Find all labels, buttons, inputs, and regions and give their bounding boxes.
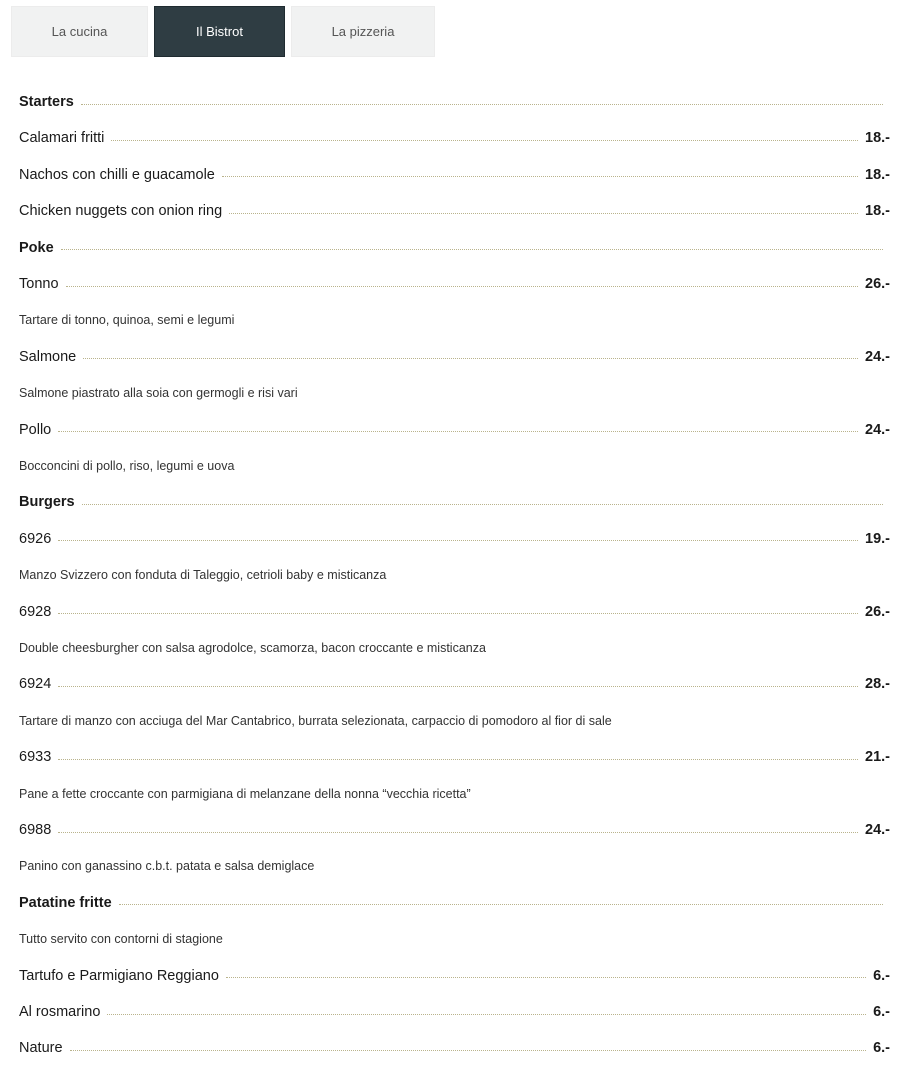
dot-leader xyxy=(81,104,883,105)
menu-item xyxy=(19,812,890,848)
dot-leader xyxy=(107,1014,866,1015)
item-name: Tonno xyxy=(19,276,59,292)
item-price: 24.- xyxy=(865,348,890,365)
description-text: Manzo Svizzero con fonduta di Taleggio, cetrioli baby e misticanza xyxy=(19,568,387,583)
item-price: 18.- xyxy=(865,130,890,147)
menu-item xyxy=(19,739,890,775)
item-name: Nachos con chilli e guacamole xyxy=(19,166,215,183)
tab-il-bistrot[interactable]: Il Bistrot xyxy=(154,6,285,57)
menu-item xyxy=(19,594,890,630)
description-text: Double cheesburgher con salsa agrodolce, scamorza, bacon croccante e misticanza xyxy=(19,641,486,655)
item-name: Pollo xyxy=(19,421,52,438)
item-price: 19.- xyxy=(865,530,890,547)
menu-tabs xyxy=(11,6,435,57)
item-name: Tartufo e Parmigiano Reggiano xyxy=(19,967,219,984)
dot-leader xyxy=(58,686,858,687)
menu-category xyxy=(19,84,890,120)
menu-item-description xyxy=(19,448,890,484)
menu-item-description xyxy=(19,630,890,666)
description-text: Tartare di manzo con acciuga del Mar Cantabrico, burrata selezionata, carpaccio di pomodoro al fior di sale xyxy=(19,713,612,728)
menu-item xyxy=(19,266,890,302)
menu-item xyxy=(19,521,890,557)
item-name: Nature xyxy=(19,1040,63,1057)
dot-leader xyxy=(229,213,858,214)
dot-leader xyxy=(58,540,858,541)
menu-item xyxy=(19,339,890,375)
menu-item xyxy=(19,1030,890,1066)
menu-item-description xyxy=(19,848,890,884)
item-price: 24.- xyxy=(865,822,890,838)
item-name: 6924 xyxy=(19,676,52,693)
item-name: Al rosmarino xyxy=(19,1004,101,1020)
tab-la-pizzeria[interactable]: La pizzeria xyxy=(291,6,435,57)
dot-leader xyxy=(70,1050,867,1051)
tab-la-cucina[interactable]: La cucina xyxy=(11,6,148,57)
dot-leader xyxy=(66,286,858,287)
description-text: Bocconcini di pollo, riso, legumi e uova xyxy=(19,459,235,473)
menu-item xyxy=(19,666,890,702)
dot-leader xyxy=(58,613,858,614)
item-price: 24.- xyxy=(865,421,890,438)
dot-leader xyxy=(58,759,858,760)
category-title: Burgers xyxy=(19,494,75,511)
menu-item-description xyxy=(19,776,890,812)
dot-leader xyxy=(111,140,858,141)
category-title: Patatine fritte xyxy=(19,894,112,911)
item-price: 6.- xyxy=(873,967,890,984)
description-text: Tartare di tonno, quinoa, semi e legumi xyxy=(19,313,235,328)
item-price: 6.- xyxy=(873,1040,890,1057)
item-price: 26.- xyxy=(865,276,890,292)
dot-leader xyxy=(58,431,858,432)
description-text: Pane a fette croccante con parmigiana di melanzane della nonna “vecchia ricetta” xyxy=(19,786,471,801)
menu-item-description xyxy=(19,921,890,957)
menu-item xyxy=(19,120,890,156)
item-name: 6928 xyxy=(19,603,52,620)
item-name: Chicken nuggets con onion ring xyxy=(19,203,223,220)
item-price: 21.- xyxy=(865,749,890,766)
item-name: 6988 xyxy=(19,822,52,838)
menu-item-description xyxy=(19,302,890,338)
item-price: 18.- xyxy=(865,203,890,220)
dot-leader xyxy=(82,504,883,505)
category-title: Poke xyxy=(19,239,54,256)
dot-leader xyxy=(58,832,858,833)
menu-item-description xyxy=(19,557,890,593)
menu-item xyxy=(19,958,890,994)
dot-leader xyxy=(222,176,858,177)
menu-item xyxy=(19,157,890,193)
item-price: 6.- xyxy=(873,1004,890,1020)
dot-leader xyxy=(61,249,883,250)
item-name: 6933 xyxy=(19,749,52,766)
description-text: Salmone piastrato alla soia con germogli e risi vari xyxy=(19,386,298,401)
menu-category xyxy=(19,230,890,266)
menu-item-description xyxy=(19,703,890,739)
menu-item-description xyxy=(19,375,890,411)
item-price: 18.- xyxy=(865,166,890,183)
item-price: 26.- xyxy=(865,603,890,620)
category-title: Starters xyxy=(19,94,74,110)
menu-item xyxy=(19,193,890,229)
description-text: Tutto servito con contorni di stagione xyxy=(19,932,223,947)
menu-item xyxy=(19,994,890,1030)
dot-leader xyxy=(226,977,866,978)
dot-leader xyxy=(119,904,883,905)
menu-category xyxy=(19,885,890,921)
item-price: 28.- xyxy=(865,676,890,693)
item-name: Salmone xyxy=(19,348,77,365)
menu-item xyxy=(19,412,890,448)
description-text: Panino con ganassino c.b.t. patata e salsa demiglace xyxy=(19,859,315,874)
menu-category xyxy=(19,484,890,520)
item-name: Calamari fritti xyxy=(19,130,105,147)
item-name: 6926 xyxy=(19,530,52,547)
dot-leader xyxy=(83,358,858,359)
